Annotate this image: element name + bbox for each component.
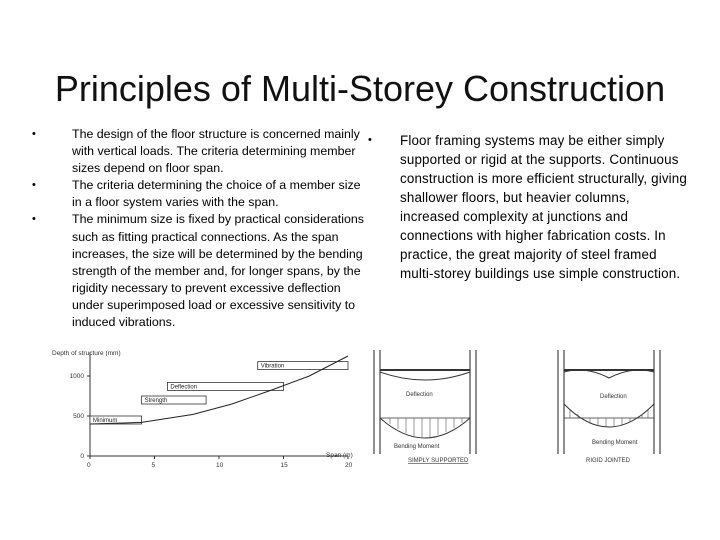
- moment-label: Bending Moment: [592, 440, 638, 446]
- deflection-curve: [564, 370, 654, 378]
- chart-ylabel: Depth of structure (mm): [52, 350, 121, 357]
- deflection-label: Deflection: [406, 392, 433, 398]
- moment-label: Bending Moment: [394, 444, 440, 450]
- moment-curve: [564, 404, 654, 427]
- moment-curve: [380, 418, 470, 438]
- deflection-curve: [380, 372, 470, 380]
- simply-supported-diagram: [368, 346, 488, 466]
- region-label: Minimum: [93, 418, 118, 424]
- x-tick-label: 10: [216, 462, 224, 469]
- y-tick-label: 1000: [69, 373, 84, 380]
- bullet-item: [32, 126, 372, 177]
- diagram-caption: SIMPLY SUPPORTED: [408, 458, 469, 464]
- slide-title: Principles of Multi-Storey Construction: [54, 68, 666, 110]
- region-label: Strength: [144, 398, 168, 404]
- bullet-item: [32, 177, 372, 211]
- moment-hatch: [390, 418, 462, 437]
- diagram-caption: RIGID JOINTED: [586, 458, 631, 464]
- bullet-glyph: •: [32, 128, 36, 140]
- left-bullet-list: [32, 126, 372, 331]
- right-bullet-list: [368, 131, 688, 283]
- rigid-jointed-diagram: [552, 346, 672, 466]
- bullet-item: [368, 131, 688, 283]
- chart-xlabel: Span (m): [326, 452, 353, 459]
- bullet-text: The minimum size is fixed by practical considerations such as fitting practical connections. As the span increases, the size will be determined by the bending strength of the member and, for longer spans, by the rigidity necessary to prevent excessive deflection under superimposed load or excessive sensitivity to induced vibrations.: [72, 212, 364, 330]
- y-tick-label: 0: [80, 453, 84, 460]
- depth-vs-span-chart: [48, 346, 360, 470]
- region-label: Vibration: [260, 363, 285, 370]
- bullet-item: [32, 211, 372, 331]
- x-tick-label: 5: [151, 462, 156, 469]
- bullet-text: The design of the floor structure is concerned mainly with vertical loads. The criteria determining member sizes depend on floor span.: [72, 127, 360, 176]
- x-tick-label: 0: [87, 462, 91, 469]
- bullet-text: Floor framing systems may be either simply supported or rigid at the supports. Continuous construction is more efficient structurally, giving shallower floors, but heavier columns, increased complexity at junctions and connections with higher fabrication costs. In practice, the great majority of steel framed multi-storey buildings use simple construction.: [400, 133, 687, 281]
- region-label: Deflection: [170, 384, 198, 391]
- y-tick-label: 500: [73, 413, 84, 420]
- deflection-label: Deflection: [600, 394, 627, 400]
- bullet-glyph: •: [32, 213, 36, 226]
- x-tick-label: 20: [345, 462, 353, 469]
- bullet-text: The criteria determining the choice of a member size in a floor system varies with the span.: [72, 178, 361, 210]
- bullet-glyph: •: [368, 134, 373, 146]
- bullet-glyph: •: [32, 179, 36, 192]
- x-tick-label: 15: [280, 462, 288, 469]
